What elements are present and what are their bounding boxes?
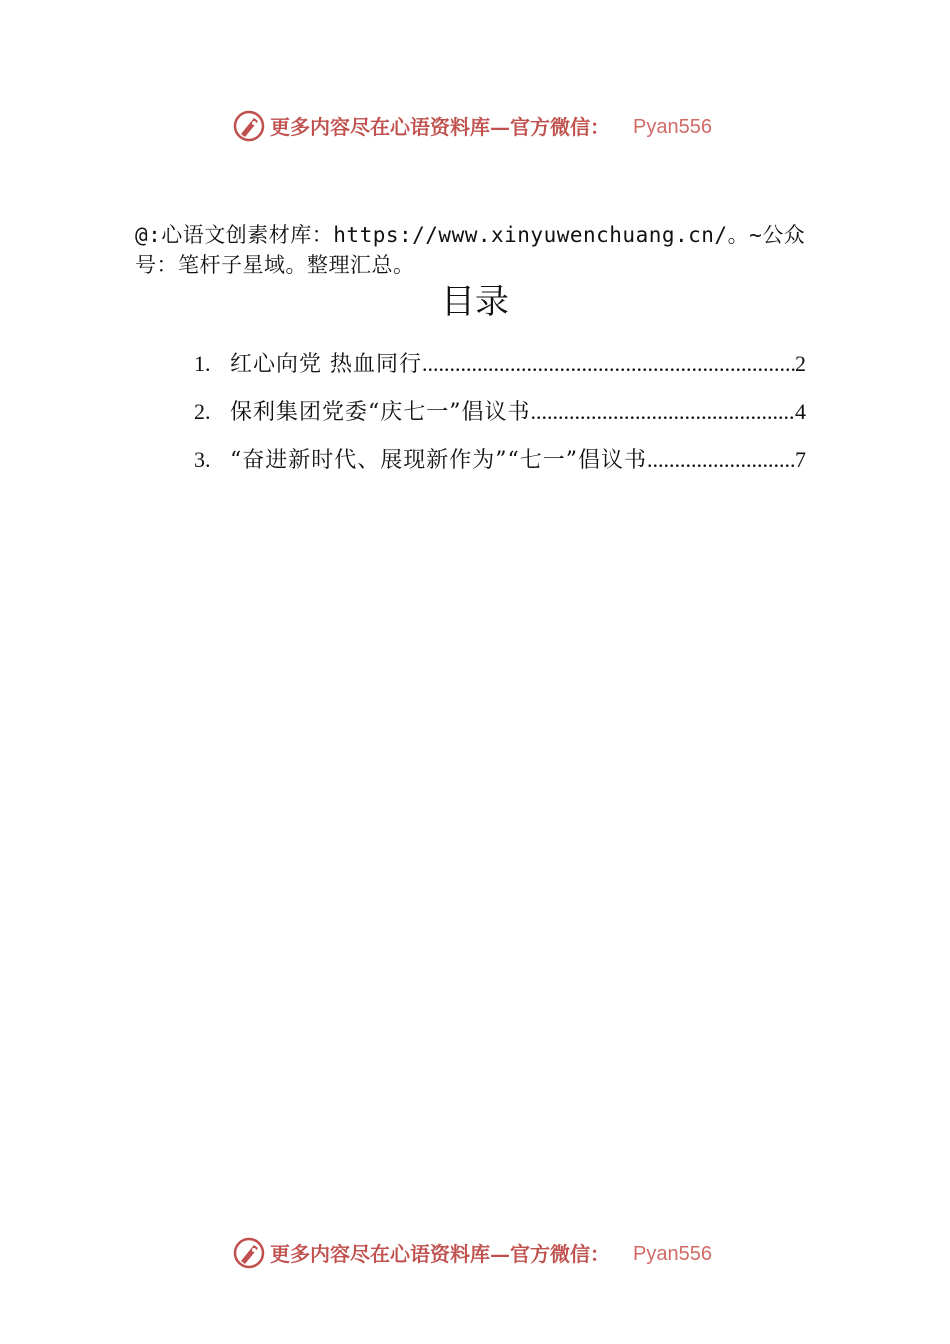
toc-leader-dots	[531, 388, 796, 436]
toc-item-number: 2.	[194, 399, 211, 424]
table-of-contents	[194, 340, 806, 484]
banner-text: 更多内容尽在心语资料库—官方微信：	[270, 115, 610, 139]
pen-logo-icon	[232, 1236, 266, 1270]
toc-item-page: 4	[795, 399, 806, 424]
pen-logo-icon	[232, 109, 266, 143]
toc-title: 目录	[441, 282, 509, 322]
footer-banner	[0, 1234, 950, 1274]
toc-item-page: 2	[795, 351, 806, 376]
header-banner	[0, 107, 950, 147]
toc-item-number: 3.	[194, 447, 211, 472]
toc-item-page: 7	[795, 447, 806, 472]
banner-brand: Pyan556	[633, 116, 712, 138]
toc-item[interactable]	[194, 436, 806, 484]
toc-item[interactable]	[194, 340, 806, 388]
banner-text: 更多内容尽在心语资料库—官方微信：	[270, 1242, 610, 1266]
toc-leader-dots	[647, 436, 795, 484]
source-note: @:心语文创素材库：https://www.xinyuwenchuang.cn/。~公众号：笔杆子星域。整理汇总。	[135, 223, 806, 277]
toc-item-title: “奋进新时代、展现新作为”“七一”倡议书	[230, 448, 647, 473]
toc-item-title: 红心向党 热血同行	[230, 352, 422, 377]
toc-leader-dots	[422, 340, 795, 388]
toc-item[interactable]	[194, 388, 806, 436]
toc-item-number: 1.	[194, 351, 211, 376]
banner-brand: Pyan556	[633, 1243, 712, 1265]
toc-item-title: 保利集团党委“庆七一”倡议书	[230, 400, 531, 425]
